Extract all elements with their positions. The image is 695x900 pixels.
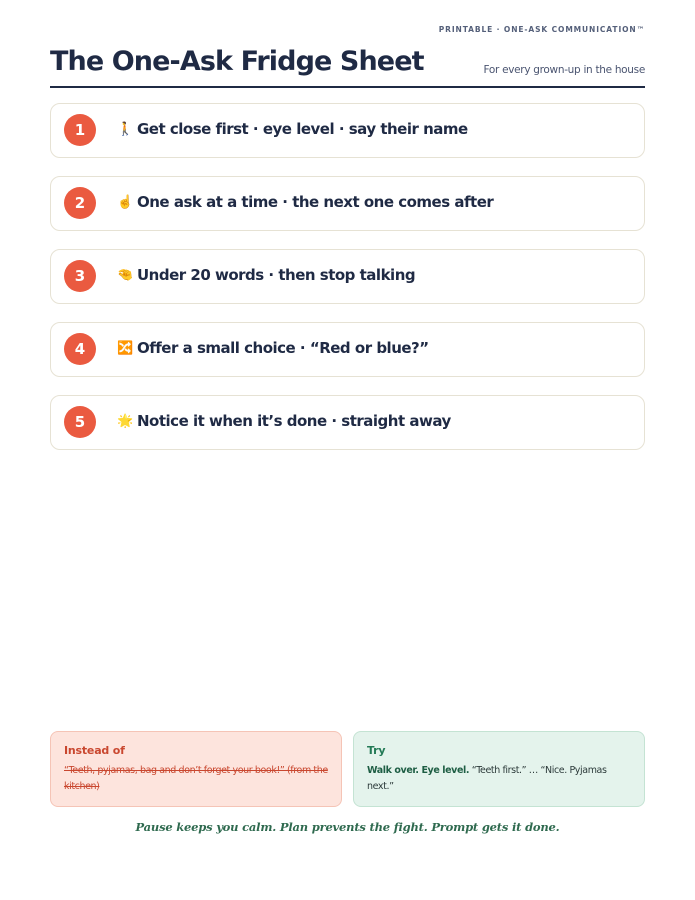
pinching-hand-icon: 🤏 xyxy=(117,268,134,283)
step-card-2 xyxy=(50,176,645,231)
step-number-badge: 4 xyxy=(64,333,96,365)
step-card-4 xyxy=(50,322,645,377)
glowing-star-icon: 🌟 xyxy=(117,414,134,429)
step-card-3 xyxy=(50,249,645,304)
page-header xyxy=(50,44,645,88)
step-text: Notice it when it’s done · straight away xyxy=(137,412,451,430)
steps-list xyxy=(50,103,645,468)
walking-person-icon: 🚶 xyxy=(117,122,134,137)
step-card-5 xyxy=(50,395,645,450)
instead-of-box xyxy=(50,731,342,807)
step-text: Offer a small choice · “Red or blue?” xyxy=(137,339,429,357)
try-example-text: “Teeth first.” … “Nice. Pyjamas next.” xyxy=(367,765,607,792)
try-heading: Try xyxy=(367,744,386,757)
page-subtitle: For every grown-up in the house xyxy=(483,64,645,76)
pointing-finger-icon: ☝️ xyxy=(117,195,134,210)
step-text: Under 20 words · then stop talking xyxy=(137,266,416,284)
page-title: The One-Ask Fridge Sheet xyxy=(50,46,424,77)
try-box xyxy=(353,731,645,807)
step-number-badge: 1 xyxy=(64,114,96,146)
step-number-badge: 5 xyxy=(64,406,96,438)
instead-of-example: “Teeth, pyjamas, bag and don’t forget your book!” (from the kitchen) xyxy=(64,765,328,792)
shuffle-icon: 🔀 xyxy=(117,341,134,356)
try-example xyxy=(367,763,631,795)
tagline: Pause keeps you calm. Plan prevents the fight. Prompt gets it done. xyxy=(135,820,560,834)
try-example-emphasis: Walk over. Eye level. xyxy=(367,765,470,776)
step-number-badge: 3 xyxy=(64,260,96,292)
step-card-1 xyxy=(50,103,645,158)
instead-of-heading: Instead of xyxy=(64,744,125,757)
page-kicker: PRINTABLE · ONE-ASK COMMUNICATION™ xyxy=(438,25,645,34)
step-number-badge: 2 xyxy=(64,187,96,219)
step-text: One ask at a time · the next one comes after xyxy=(137,193,494,211)
step-text: Get close first · eye level · say their name xyxy=(137,120,468,138)
